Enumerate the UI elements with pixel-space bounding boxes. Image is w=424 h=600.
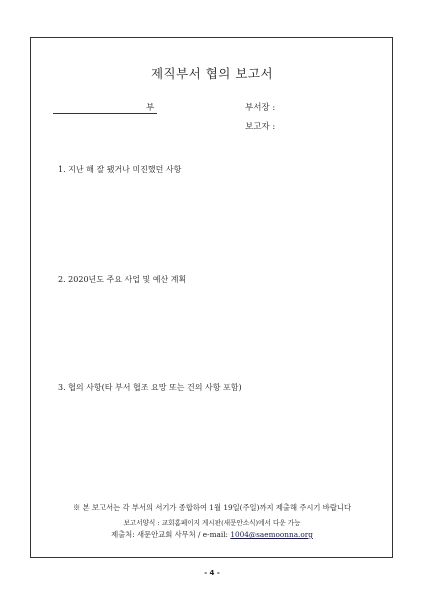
department-suffix: 부 xyxy=(146,103,155,113)
section-2-heading: 2. 2020년도 주요 사업 및 예산 계획 xyxy=(58,275,187,284)
section-3-heading: 3. 협의 사항(타 부서 협조 요망 또는 건의 사항 포함) xyxy=(58,383,242,392)
department-blank-line xyxy=(53,113,157,114)
report-frame xyxy=(30,37,393,558)
email-link[interactable]: 1004@saemoonna.org xyxy=(230,530,313,539)
form-download-info: 보고서양식 : 교회홈페이지 게시판(새문안소식)에서 다운 가능 xyxy=(123,519,301,527)
page-number: - 4 - xyxy=(204,569,220,577)
submission-contact-prefix: 제출처: 새문안교회 사무처 / e-mail: xyxy=(111,530,231,539)
section-1-heading: 1. 지난 해 잘 됐거나 미진했던 사항 xyxy=(58,165,182,174)
department-head-label: 부서장 : xyxy=(245,103,276,113)
reporter-label: 보고자 : xyxy=(245,122,276,132)
page-title: 제직부서 협의 보고서 xyxy=(150,66,274,81)
submission-notice: ※ 본 보고서는 각 부서의 서기가 종합하여 1월 19일(주일)까지 제출해 주시기 바랍니다 xyxy=(73,503,351,512)
submission-contact xyxy=(0,530,424,540)
